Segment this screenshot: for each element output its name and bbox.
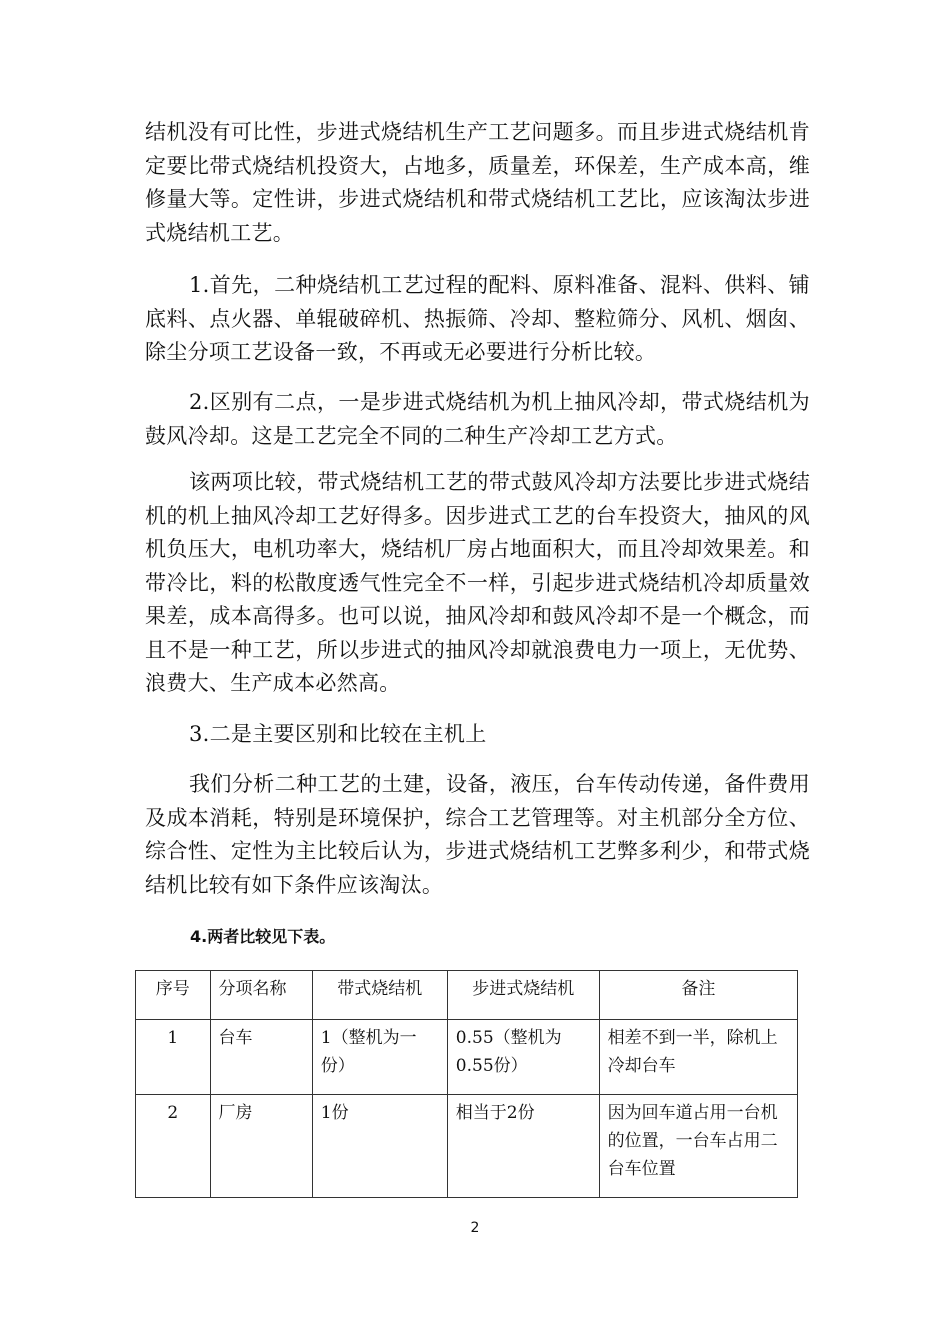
header-cell-step: 步进式烧结机 bbox=[447, 971, 599, 1020]
table-cell: 0.55（整机为0.55份） bbox=[447, 1020, 599, 1095]
paragraph-point-3: 3.二是主要区别和比较在主机上 bbox=[189, 722, 487, 746]
table-cell: 相当于2份 bbox=[447, 1095, 599, 1198]
table-header-row bbox=[136, 971, 798, 1020]
paragraph-point-1: 1.首先，二种烧结机工艺过程的配料、原料准备、混料、供料、铺底料、点火器、单辊破碎机、热振筛、冷却、整粒筛分、风机、烟囱、除尘分项工艺设备一致，不再或无必要进行分析比较。 bbox=[145, 273, 810, 364]
header-cell-item: 分项名称 bbox=[210, 971, 312, 1020]
table-cell: 1 bbox=[136, 1020, 211, 1095]
table-cell: 台车 bbox=[210, 1020, 312, 1095]
paragraph-point-2: 2.区别有二点，一是步进式烧结机为机上抽风冷却，带式烧结机为鼓风冷却。这是工艺完全不同的二种生产冷却工艺方式。 bbox=[145, 390, 810, 448]
table-cell: 相差不到一半，除机上冷却台车 bbox=[599, 1020, 797, 1095]
header-cell-note: 备注 bbox=[599, 971, 797, 1020]
comparison-table bbox=[135, 970, 798, 1198]
header-cell-belt: 带式烧结机 bbox=[312, 971, 447, 1020]
header-cell-index: 序号 bbox=[136, 971, 211, 1020]
paragraph-comparison: 该两项比较，带式烧结机工艺的带式鼓风冷却方法要比步进式烧结机的机上抽风冷却工艺好得多。因步进式工艺的台车投资大，抽风的风机负压大，电机功率大，烧结机厂房占地面积大，而且冷却效果差。和带冷比，料的松散度透气性完全不一样，引起步进式烧结机冷却质量效果差，成本高得多。也可以说，抽风冷却和鼓风冷却不是一个概念，而且不是一种工艺，所以步进式的抽风冷却就浪费电力一项上，无优势、浪费大、生产成本必然高。 bbox=[145, 470, 810, 695]
page-number: 2 bbox=[470, 1220, 480, 1236]
table-cell: 1份 bbox=[312, 1095, 447, 1198]
paragraph-point-4: 4.两者比较见下表。 bbox=[190, 927, 336, 946]
paragraph-intro: 结机没有可比性，步进式烧结机生产工艺问题多。而且步进式烧结机肯定要比带式烧结机投资大，占地多，质量差，环保差，生产成本高，维修量大等。定性讲，步进式烧结机和带式烧结机工艺比，应该淘汰步进式烧结机工艺。 bbox=[145, 120, 810, 245]
table-cell: 2 bbox=[136, 1095, 211, 1198]
table-row bbox=[136, 1095, 798, 1198]
table-row bbox=[136, 1020, 798, 1095]
table-cell: 因为回车道占用一台机的位置，一台车占用二台车位置 bbox=[599, 1095, 797, 1198]
paragraph-analysis: 我们分析二种工艺的土建，设备，液压，台车传动传递，备件费用及成本消耗，特别是环境保护，综合工艺管理等。对主机部分全方位、综合性、定性为主比较后认为，步进式烧结机工艺弊多利少，和带式烧结机比较有如下条件应该淘汰。 bbox=[145, 772, 810, 897]
table-cell: 1（整机为一份） bbox=[312, 1020, 447, 1095]
table-cell: 厂房 bbox=[210, 1095, 312, 1198]
